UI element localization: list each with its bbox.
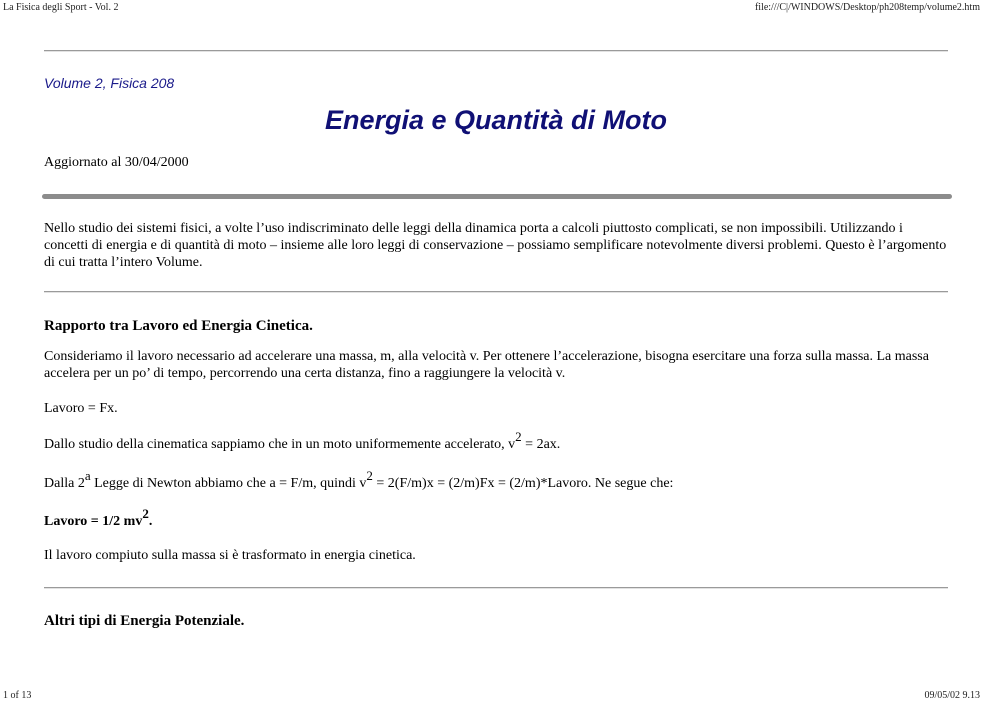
exponent: 2: [142, 506, 149, 521]
newton-text: Dalla 2: [44, 476, 85, 491]
thick-divider: [42, 194, 952, 199]
exponent: 2: [515, 429, 522, 444]
page-title: Energia e Quantità di Moto: [324, 105, 668, 135]
newton-text-end: = 2(F/m)x = (2/m)Fx = (2/m)*Lavoro. Ne segue che:: [372, 476, 674, 491]
print-footer-page: 1 of 13: [3, 690, 32, 701]
paragraph-acceleration: Consideriamo il lavoro necessario ad accelerare una massa, m, alla velocità v. Per ottenere l’accelerazione, bisogna esercitare una forza sulla massa. La massa accelera per un po’ di tempo, percorrendo una certa distanza, fino a raggiungere la velocità v.: [44, 349, 929, 381]
work-formula: Lavoro = Fx.: [44, 401, 118, 416]
work-kinetic-formula: [44, 506, 153, 530]
newton-text-mid: Legge di Newton abbiamo che a = F/m, quindi v: [90, 476, 367, 491]
section-divider: [44, 291, 948, 293]
formula-period: .: [148, 514, 153, 529]
section-heading-kinetic-energy: Rapporto tra Lavoro ed Energia Cinetica.: [44, 318, 313, 334]
print-header-url: file:///C|/WINDOWS/Desktop/ph208temp/volume2.htm: [754, 2, 980, 13]
kinematics-text: Dallo studio della cinematica sappiamo che in un moto uniformemente accelerato, v: [44, 437, 516, 452]
updated-date: Aggiornato al 30/04/2000: [44, 155, 189, 170]
exponent: 2: [366, 468, 373, 483]
newton-line: [44, 468, 674, 492]
formula-text: Lavoro = 1/2 mv: [44, 514, 143, 529]
print-header-title: La Fisica degli Sport - Vol. 2: [3, 2, 119, 13]
kinematics-line: [44, 429, 561, 453]
section-heading-potential-energy: Altri tipi di Energia Potenziale.: [44, 613, 245, 629]
print-footer-date: 09/05/02 9.13: [924, 690, 980, 701]
volume-label: Volume 2, Fisica 208: [44, 75, 175, 91]
section-divider: [44, 587, 948, 589]
intro-paragraph: Nello studio dei sistemi fisici, a volte l’uso indiscriminato delle leggi della dinamica porta a calcoli piuttosto complicati, se non impossibili. Utilizzando i concetti di energia e di quantità di moto – insieme alle loro leggi di conservazione – possiamo semplificare notevolmente diversi problemi. Questo è l’argomento di cui tratta l’intero Volume.: [44, 221, 947, 270]
kinematics-text-end: = 2ax.: [521, 437, 561, 452]
ordinal-superscript: a: [84, 468, 91, 483]
conclusion-line: Il lavoro compiuto sulla massa si è trasformato in energia cinetica.: [44, 548, 416, 563]
top-divider: [44, 50, 948, 52]
